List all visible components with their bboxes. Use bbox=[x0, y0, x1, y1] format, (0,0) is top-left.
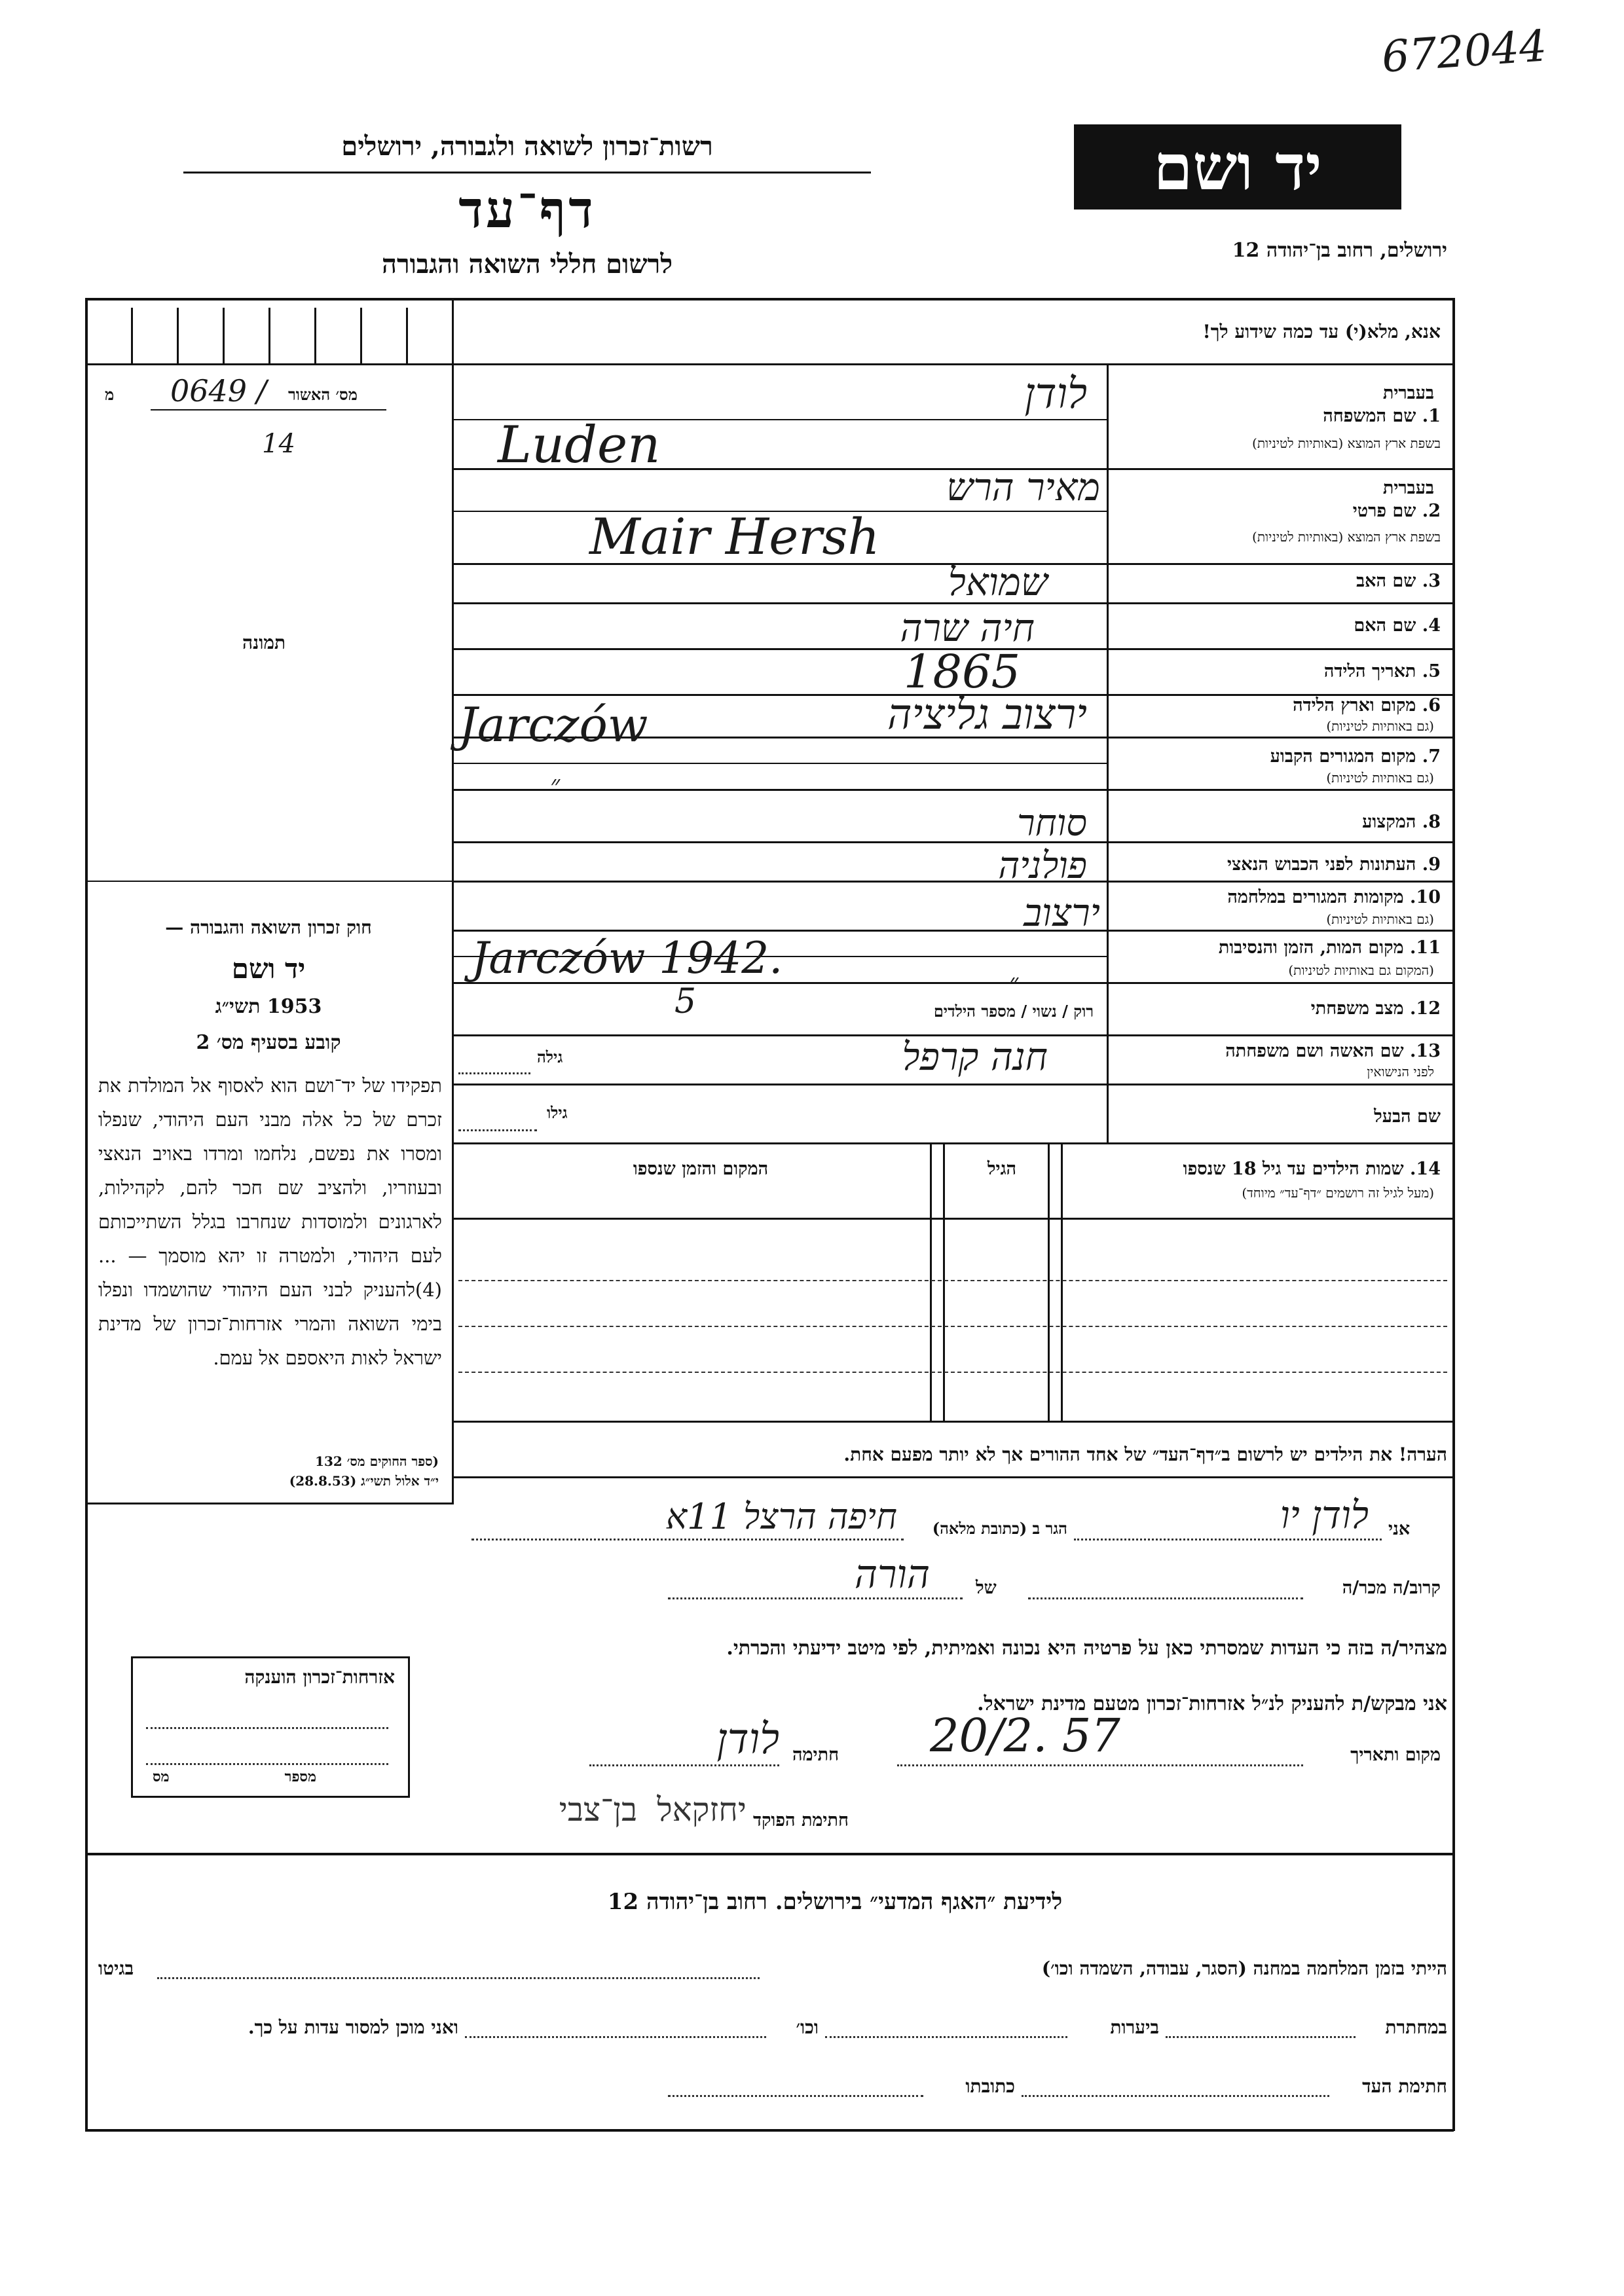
footer-address: כתובתו bbox=[965, 2075, 1015, 2097]
f11-sub: (המקום גם באותיות לטיניות) bbox=[1288, 962, 1434, 978]
f10-sub: (גם באותיות לטיניות) bbox=[1326, 911, 1434, 927]
witness-relation: קרוב/ה מכר/ה bbox=[1342, 1578, 1441, 1598]
f7-sub: (גם באותיות לטיניות) bbox=[1326, 770, 1434, 786]
f6-hand-he: ירצוב גליציה bbox=[887, 691, 1087, 739]
footer-witness-sig: חתימת העד bbox=[1362, 2075, 1447, 2097]
witness-of: של bbox=[976, 1578, 997, 1598]
f12-options: רוק / נשוי / מספר הילדים bbox=[933, 1002, 1094, 1021]
f13-label: 13. שם האשה ושם משפחתה bbox=[1225, 1041, 1441, 1061]
f2-he-tag: בעברית bbox=[1382, 478, 1434, 498]
footer-line1: הייתי בזמן המלחמה במחנה (הסגר, עבודה, השמדה וכו׳) bbox=[1041, 1958, 1447, 1979]
f11-hand-ditto: ״ bbox=[1008, 968, 1019, 998]
f10-hand: ירצוב bbox=[1024, 890, 1100, 935]
f4-label: 4. שם האם bbox=[1354, 615, 1441, 636]
f1-hand-he: לודן bbox=[1024, 370, 1087, 418]
photo-label: תמונה bbox=[242, 632, 286, 653]
f10-label: 10. מקומות המגורים במלחמה bbox=[1227, 887, 1441, 907]
f2-hand-he: מאיר הרש bbox=[946, 465, 1100, 509]
f2-sub: בשפת ארץ המוצא (באותיות לטיניות) bbox=[1252, 529, 1441, 545]
witness-place-date: מקום ותאריך bbox=[1350, 1745, 1441, 1765]
husband-label: שם הבעל bbox=[1374, 1106, 1441, 1127]
f13-hand: חנה קרפל bbox=[902, 1034, 1048, 1079]
f12-hand: 5 bbox=[674, 982, 697, 1021]
register-sub: 14 bbox=[262, 429, 295, 459]
register-number: 0649 / bbox=[170, 373, 267, 409]
f13-sub: לפני הנישואין bbox=[1367, 1064, 1434, 1080]
witness-hand-name: לודן יו bbox=[1280, 1493, 1369, 1537]
f8-hand: סוחר bbox=[1017, 802, 1087, 845]
f2-hand-lat: Mair Hersh bbox=[589, 507, 880, 566]
witness-declare: מצהיר/ה בזה כי העדות שמסרתי כאן על פרטיה היא נכונה ואמיתית, לפי מיטב ידיעתי והכרתי. bbox=[726, 1637, 1447, 1660]
law-gazette: (ספר החוקים מס׳ 132 bbox=[315, 1453, 439, 1469]
witness-officer: חתימת הפוקד bbox=[753, 1810, 849, 1831]
law-name: יד ושם bbox=[231, 953, 306, 985]
husband-age-label: גילו bbox=[547, 1103, 568, 1122]
witness-resident: הגר ב (כתובת מלאה) bbox=[932, 1519, 1067, 1538]
f7-label: 7. מקום המגורים הקבוע bbox=[1270, 746, 1441, 767]
yad-vashem-logo: יד ושם bbox=[1074, 124, 1401, 210]
witness-hand-date: 20/2. 57 bbox=[930, 1709, 1120, 1762]
witness-request: אני מבקש/ת להעניק לנ״ל אזרחות־זכרון מטעם מדינת ישראל. bbox=[977, 1692, 1447, 1715]
law-heading: חוק זכרון השואה והגבורה — bbox=[165, 917, 372, 938]
f9-label: 9. העתונות לפני הכבוש הנאצי bbox=[1227, 854, 1441, 875]
form-subtitle: לרשום חללי השואה והגבורה bbox=[381, 249, 673, 280]
children-place-col: המקום והזמן שנספו bbox=[633, 1159, 769, 1179]
witness-hand-address: חיפה הרצל 11א bbox=[665, 1496, 897, 1537]
form-title: דף־עד bbox=[458, 180, 596, 240]
footer-willing: ואני מוכן למסור עדות על כך. bbox=[248, 2016, 458, 2038]
law-body: תפקידו של יד־ושם הוא לאסוף אל המולדת את זכרם של כל אלה מבני העם היהודי, שנפלו ומסרו את נפשם, נלחמו ומרדו באויב הנאצי ובעוזריו, ולהציב שם חכר להם, לקהילות, לארגונים ולמוסדות שנחרבו בגלל השתייכותם לעם היהודי, ולמטרה זו יהא מוסמך — ...(4)להעניק לבני העם היהודי שהושמדו ונפלו בימי השואה והמרי אזרחות־זכרון של מדינת ישראל לאות היאספם אל עמם. bbox=[98, 1074, 442, 1369]
f5-hand: 1865 bbox=[904, 645, 1021, 699]
footer-ghetto: בגיטו bbox=[98, 1958, 134, 1979]
org-line: רשות־זכרון לשואה ולגבורה, ירושלים bbox=[341, 131, 713, 162]
citizenship-nr: מס bbox=[153, 1768, 170, 1785]
f3-label: 3. שם האב bbox=[1356, 571, 1441, 591]
f7-hand: ״ bbox=[550, 770, 561, 800]
witness-hand-relation: הורה bbox=[854, 1552, 930, 1597]
citizenship-title: אזרחות־זכרון הוענקה bbox=[244, 1666, 395, 1688]
f1-sub: בשפת ארץ המוצא (באותיות לטיניות) bbox=[1252, 435, 1441, 451]
footer-title: לידיעת ״האגף המדעי״ בירושלים. רחוב בן־יהודה 12 bbox=[607, 1889, 1063, 1915]
witness-ani: אני bbox=[1388, 1519, 1411, 1539]
f1-hand-lat: Luden bbox=[498, 416, 661, 475]
f12-label: 12. מצב משפחתי bbox=[1310, 998, 1441, 1019]
f6-label: 6. מקום וארץ הלידה bbox=[1293, 695, 1441, 716]
footer-forests: ביערות bbox=[1110, 2016, 1159, 2038]
law-clause: קובע בסעיף מס׳ 2 bbox=[196, 1031, 341, 1054]
children-label: 14. שמות הילדים עד גיל 18 שנספו bbox=[1183, 1159, 1441, 1179]
register-label: מס׳ האשור bbox=[288, 385, 358, 404]
register-suffix: מ bbox=[105, 385, 115, 404]
officer-stamp: יחזקאל בן־צבי bbox=[559, 1791, 747, 1829]
address: ירושלים, רחוב בן־יהודה 12 bbox=[1232, 239, 1447, 262]
f11-hand: Jarczów 1942. bbox=[471, 933, 783, 983]
f6-sub: (גם באותיות לטיניות) bbox=[1326, 718, 1434, 734]
footer-underground: במחתרת bbox=[1385, 2016, 1447, 2038]
f1-label: 1. שם המשפחה bbox=[1323, 406, 1441, 426]
law-year: 1953 תשי״ג bbox=[215, 995, 322, 1018]
footer-etc: וכו׳ bbox=[796, 2016, 819, 2038]
f5-label: 5. תאריך הלידה bbox=[1323, 661, 1441, 682]
f11-label: 11. מקום המות, הזמן והנסיבות bbox=[1218, 938, 1441, 958]
document-number: 672044 bbox=[1380, 20, 1549, 82]
witness-signature: חתימה bbox=[792, 1745, 840, 1765]
citizenship-number: מספר bbox=[284, 1768, 316, 1785]
f3-hand: שמואל bbox=[948, 560, 1048, 604]
f9-hand: פולניה bbox=[998, 845, 1087, 887]
f6-hand-lat: Jarczów bbox=[458, 697, 648, 752]
plea-line: אנא, מלא(י) עד כמה שידוע לך! bbox=[1202, 321, 1441, 342]
law-gazette-date: י״ד אלול תשי״ג (28.8.53) bbox=[289, 1473, 439, 1489]
children-sub: (מעל לגיל זה רושמים ״דף־עד״ מיוחד) bbox=[1242, 1185, 1434, 1201]
witness-hand-sig: לודן bbox=[716, 1715, 779, 1764]
note: הערה! את הילדים יש לרשום ב״דף־העד״ של אחד ההורים אך לא יותר מפעם אחת. bbox=[843, 1444, 1447, 1465]
children-age-col: הגיל bbox=[987, 1159, 1017, 1179]
f1-he-tag: בעברית bbox=[1382, 383, 1434, 403]
citizenship-box bbox=[131, 1656, 410, 1798]
f4-hand: חיה שרה bbox=[900, 606, 1035, 650]
f2-label: 2. שם פרטי bbox=[1352, 501, 1441, 521]
f8-label: 8. המקצוע bbox=[1362, 812, 1441, 832]
f13-age-label: גילה bbox=[537, 1048, 563, 1066]
